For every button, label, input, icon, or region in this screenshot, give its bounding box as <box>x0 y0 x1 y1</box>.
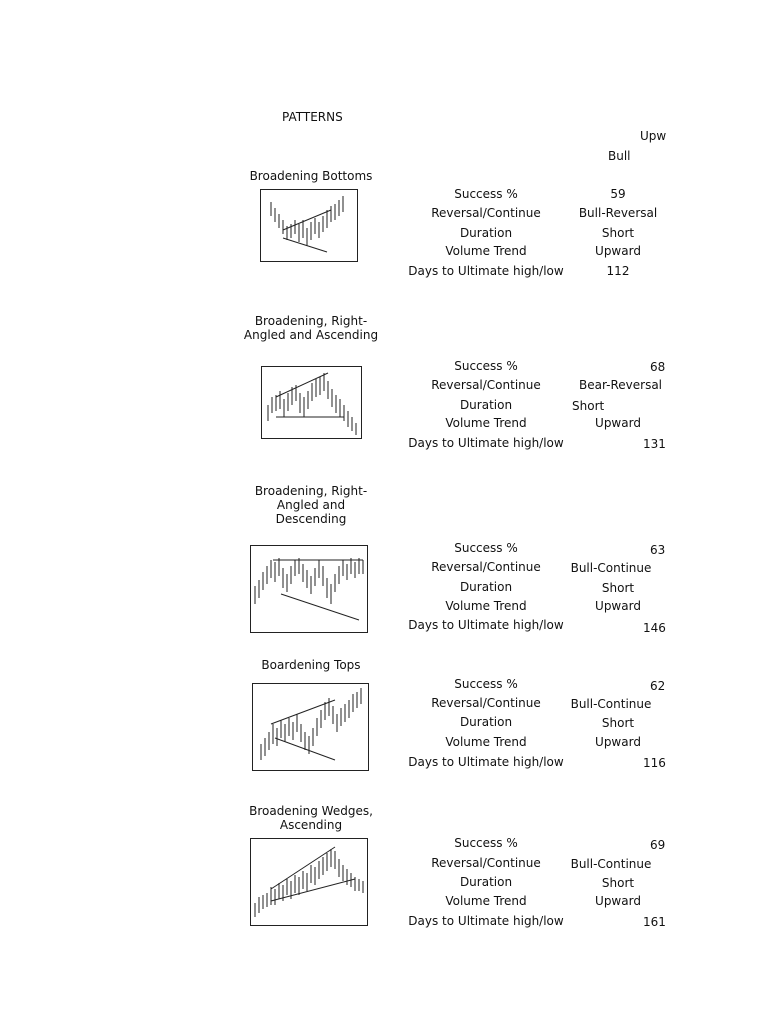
stat-label-volume: Volume Trend <box>445 599 527 613</box>
pattern-title-line: Angled and <box>276 498 346 512</box>
stat-label-days: Days to Ultimate high/low <box>408 264 564 278</box>
pattern-title-line: Broadening Wedges, <box>249 804 373 818</box>
stat-label-volume: Volume Trend <box>445 416 527 430</box>
stat-label-success: Success % <box>454 359 518 373</box>
pattern-chart-image <box>250 838 368 926</box>
stat-label-reversal: Reversal/Continue <box>431 696 541 710</box>
stat-label-days: Days to Ultimate high/low <box>408 618 564 632</box>
stat-value-reversal: Bull-Continue <box>570 857 652 871</box>
stat-value-days: 146 <box>643 621 666 635</box>
stat-label-reversal: Reversal/Continue <box>431 560 541 574</box>
stat-label-success: Success % <box>454 187 518 201</box>
stat-value-volume: Upward <box>595 894 641 908</box>
stat-value-success: 62 <box>650 679 666 693</box>
stat-label-duration: Duration <box>459 715 513 729</box>
pattern-chart-image <box>250 545 368 633</box>
stat-value-success: 59 <box>610 187 626 201</box>
stat-value-volume: Upward <box>595 735 641 749</box>
pattern-title-line: Descending <box>275 512 347 526</box>
stat-value-success: 68 <box>650 360 666 374</box>
stat-label-reversal: Reversal/Continue <box>431 856 541 870</box>
stat-value-volume: Upward <box>595 244 641 258</box>
stat-label-volume: Volume Trend <box>445 894 527 908</box>
patterns-heading: PATTERNS <box>282 110 343 124</box>
stat-value-reversal: Bull-Reversal <box>578 206 658 220</box>
stat-label-duration: Duration <box>459 398 513 412</box>
stat-value-duration: Short <box>572 399 605 413</box>
pattern-chart-image <box>261 366 362 439</box>
stat-label-reversal: Reversal/Continue <box>431 206 541 220</box>
stat-label-duration: Duration <box>459 226 513 240</box>
pattern-title <box>240 804 382 832</box>
stat-label-days: Days to Ultimate high/low <box>408 436 564 450</box>
pattern-chart-graphic <box>262 367 361 438</box>
stat-value-duration: Short <box>601 581 635 595</box>
stat-value-volume: Upward <box>595 599 641 613</box>
pattern-chart-image <box>252 683 369 771</box>
pattern-title <box>240 314 382 342</box>
stat-label-days: Days to Ultimate high/low <box>408 755 564 769</box>
pattern-title-line: Broadening, Right- <box>254 484 368 498</box>
pattern-chart-graphic <box>251 546 367 632</box>
stat-value-reversal: Bull-Continue <box>570 697 652 711</box>
stat-label-duration: Duration <box>459 580 513 594</box>
stat-value-duration: Short <box>601 716 635 730</box>
pattern-chart-graphic <box>251 839 367 925</box>
pattern-title-line: Boardening Tops <box>261 658 361 672</box>
pattern-title-line: Broadening, Right- <box>254 314 368 328</box>
column-header-sub: Bull <box>608 149 631 163</box>
pattern-title-line: Broadening Bottoms <box>249 169 373 183</box>
stat-value-days: 116 <box>643 756 666 770</box>
pattern-title-line: Angled and Ascending <box>243 328 379 342</box>
pattern-chart-graphic <box>261 190 357 261</box>
stat-label-days: Days to Ultimate high/low <box>408 914 564 928</box>
stat-value-reversal: Bear-Reversal <box>579 378 663 392</box>
pattern-chart-image <box>260 189 358 262</box>
stat-label-reversal: Reversal/Continue <box>431 378 541 392</box>
pattern-chart-graphic <box>253 684 368 770</box>
stat-label-volume: Volume Trend <box>445 244 527 258</box>
stat-value-reversal: Bull-Continue <box>570 561 652 575</box>
pattern-title <box>240 484 382 526</box>
stat-value-days: 161 <box>643 915 666 929</box>
stat-value-days: 131 <box>643 437 666 451</box>
stat-label-success: Success % <box>454 836 518 850</box>
stat-value-days: 112 <box>606 264 630 278</box>
pattern-title <box>240 169 382 183</box>
stat-value-success: 63 <box>650 543 666 557</box>
stat-label-volume: Volume Trend <box>445 735 527 749</box>
pattern-title-line: Ascending <box>279 818 343 832</box>
stat-value-success: 69 <box>650 838 666 852</box>
pattern-title <box>240 658 382 672</box>
stat-value-duration: Short <box>601 226 635 240</box>
stat-value-duration: Short <box>601 876 635 890</box>
stat-value-volume: Upward <box>595 416 641 430</box>
column-header-top: Upw <box>640 129 667 143</box>
stat-label-success: Success % <box>454 541 518 555</box>
stat-label-duration: Duration <box>459 875 513 889</box>
stat-label-success: Success % <box>454 677 518 691</box>
